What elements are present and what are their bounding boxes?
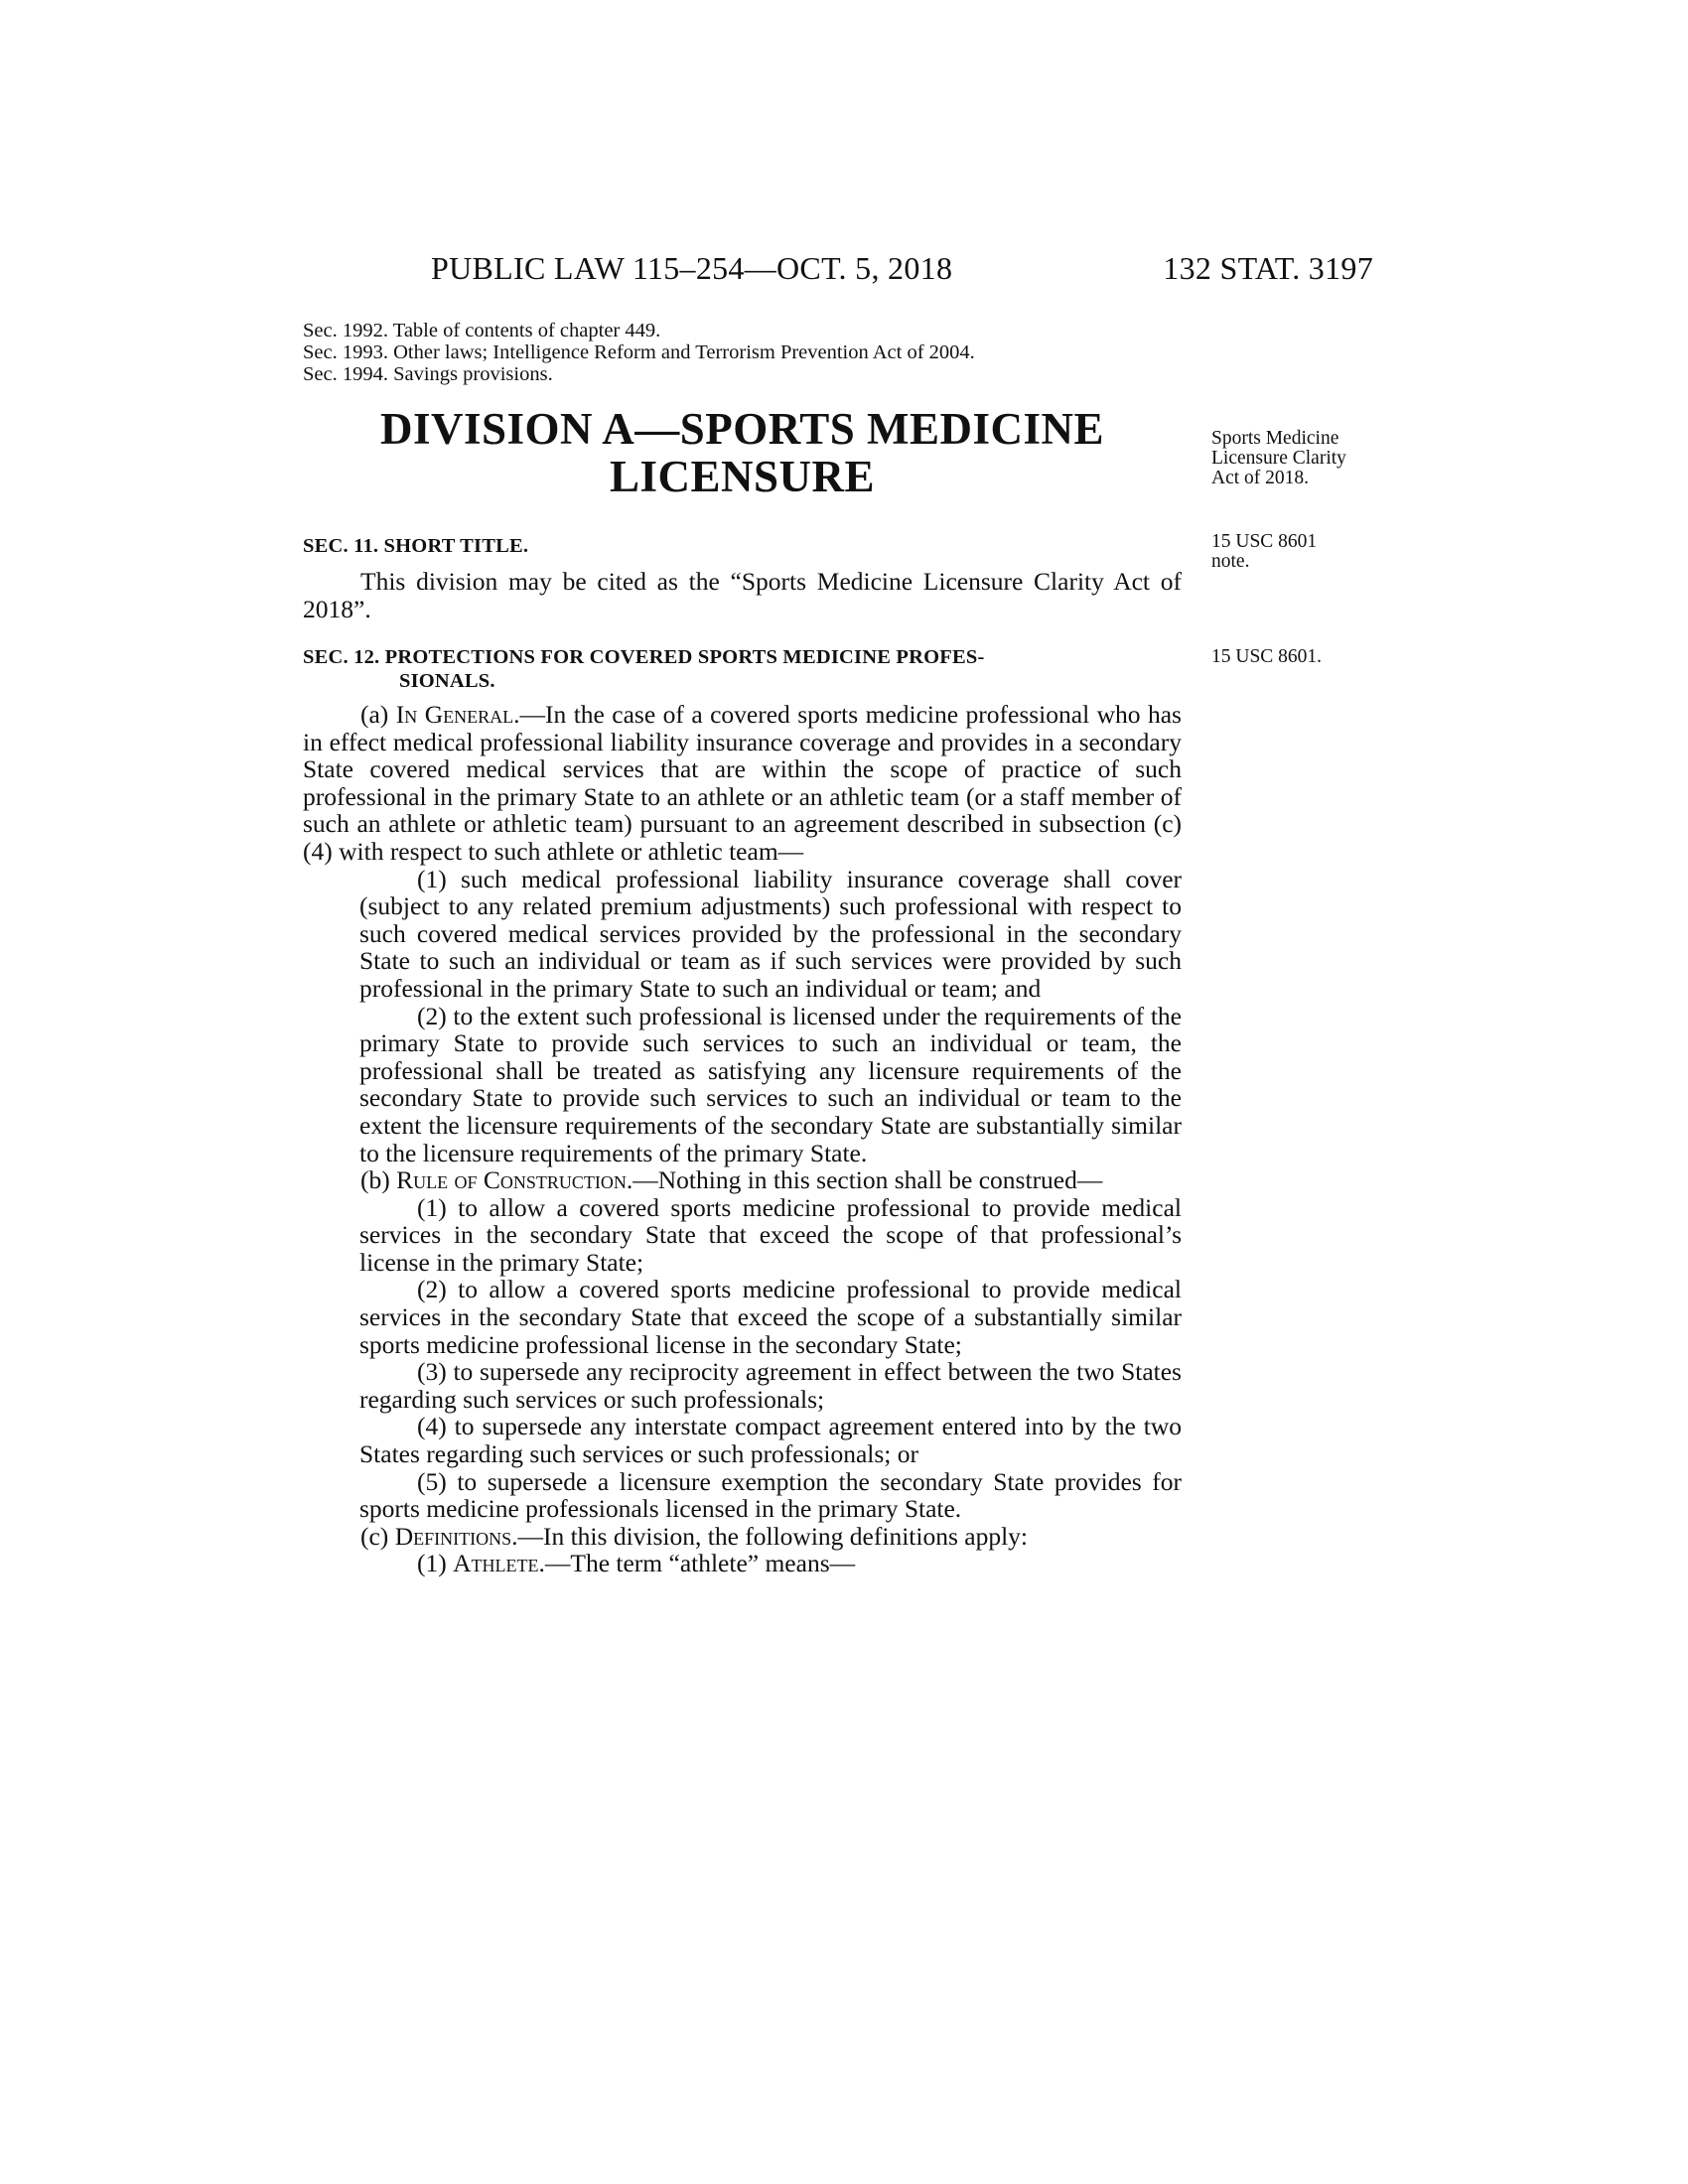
page-number: 132 STAT. 3197 [1163, 250, 1373, 286]
paragraph-b4: (4) to supersede any interstate compact agreement entered into by the two States regarding such services or such professionals; or [359, 1412, 1182, 1469]
subsection-heading: In General [395, 700, 514, 729]
division-title-line1: DIVISION A—SPORTS MEDICINE [379, 404, 1105, 454]
division-title [303, 405, 1182, 500]
running-head-title: PUBLIC LAW 115–254—OCT. 5, 2018 [431, 250, 953, 286]
sec11-body [303, 568, 1182, 622]
sec12-heading-line2: SIONALS. [399, 670, 495, 692]
running-head [301, 250, 1373, 290]
division-title-line2: LICENSURE [609, 452, 876, 501]
sec12-heading-text: SEC. 12. PROTECTIONS FOR COVERED SPORTS MEDICINE PROFES- [303, 646, 985, 668]
margin-note-sec11 [1211, 532, 1390, 572]
paragraph-heading: Athlete [453, 1549, 539, 1578]
sec11-heading: SEC. 11. SHORT TITLE. [303, 535, 529, 557]
table-of-contents [303, 320, 1196, 385]
margin-note-line: note. [1211, 551, 1250, 572]
paragraph-b2: (2) to allow a covered sports medicine professional to provide medical services in the secondary State that exceed the scope of a substantially similar sports medicine professional license in the secondary State; [359, 1275, 1182, 1359]
subsection-text: .—Nothing in this section shall be construed— [626, 1165, 1103, 1195]
subsection-text: .—In this division, the following definitions apply: [511, 1521, 1028, 1551]
paragraph-c1 [303, 1550, 1182, 1577]
subsection-c [303, 1523, 1182, 1551]
subsection-b [303, 1166, 1182, 1194]
sec12-heading-line1 [303, 645, 1182, 669]
paragraph-a2: (2) to the extent such professional is licensed under the requirements of the primary State to provide such services to such an individual or team, the professional shall be treated as satisfying any licensure requirements of the secondary State to provide such services to such an individual or team to the extent the licensure requirements of the secondary State are substantially similar to the licensure requirements of the primary State. [359, 1001, 1182, 1167]
subsection-label: (b) [360, 1165, 397, 1195]
margin-note-sec12 [1211, 647, 1390, 667]
subsection-label: (a) [360, 700, 396, 729]
sec11-text: This division may be cited as the “Sports Medicine Licensure Clarity Act of 2018”. [303, 567, 1182, 623]
paragraph-b1: (1) to allow a covered sports medicine professional to provide medical services in the secondary State that exceed the scope of that professional’s license in the primary State; [359, 1192, 1182, 1277]
toc-entry: Sec. 1994. Savings provisions. [303, 363, 553, 385]
subsection-heading: Rule of Construction [396, 1165, 627, 1195]
margin-note-line: 15 USC 8601. [1211, 646, 1323, 667]
subsection-text: .—In the case of a covered sports medicine professional who has in effect medical professional liability insurance coverage and provides in a secondary State covered medical services that are within the scope of practice of such professional in the primary State to an athlete or an athletic team (or a staff member of such an athlete or athletic team) pursuant to an agreement described in subsection (c)(4) with respect to such athlete or athletic team— [303, 700, 1182, 866]
paragraph-a1: (1) such medical professional liability insurance coverage shall cover (subject to any related premium adjustments) such professional with respect to such covered medical services provided by the professional in the secondary State to such an individual or team as if such services were provided by such professional in the primary State to such an individual or team; and [359, 864, 1182, 1003]
sec12-heading [303, 645, 1182, 693]
paragraph-label: (1) [417, 1549, 454, 1578]
subsection-heading: Definitions [394, 1521, 512, 1551]
paragraph-text: .—The term “athlete” means— [538, 1549, 856, 1578]
toc-entry: Sec. 1992. Table of contents of chapter 449. [303, 320, 661, 341]
paragraph-b5: (5) to supersede a licensure exemption the secondary State provides for sports medicine professionals licensed in the primary State. [359, 1466, 1182, 1524]
margin-note-line: Act of 2018. [1211, 468, 1310, 488]
toc-entry: Sec. 1993. Other laws; Intelligence Reform and Terrorism Prevention Act of 2004. [303, 341, 975, 363]
subsection-a [303, 701, 1182, 866]
sec12-body [303, 701, 1182, 1577]
margin-note-line: 15 USC 8601 [1211, 531, 1318, 552]
subsection-label: (c) [360, 1521, 395, 1551]
paragraph-b3: (3) to supersede any reciprocity agreement in effect between the two States regarding such services or such professionals; [359, 1357, 1182, 1414]
margin-note-line: Licensure Clarity [1211, 448, 1346, 469]
margin-note-act-title [1211, 429, 1390, 488]
margin-note-line: Sports Medicine [1211, 428, 1339, 449]
